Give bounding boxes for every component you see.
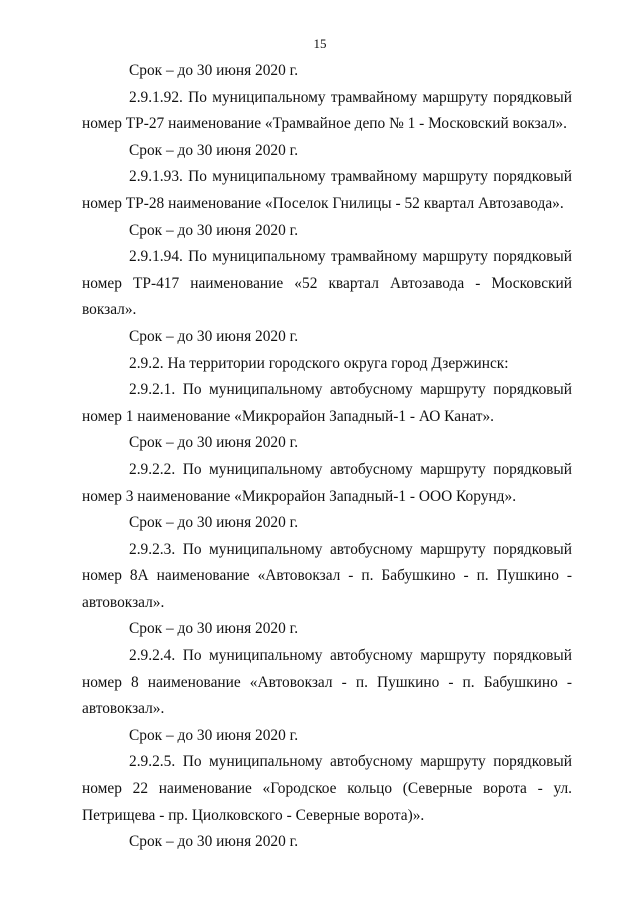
deadline-paragraph: Срок – до 30 июня 2020 г. — [129, 620, 299, 638]
document-body — [82, 58, 572, 856]
route-paragraph-2-9-1-93: 2.9.1.93. По муниципальному трамвайному маршруту порядковый номер ТР-28 наименование «Поселок Гнилицы - 52 квартал Автозавода». — [82, 168, 572, 212]
deadline-paragraph: Срок – до 30 июня 2020 г. — [129, 141, 299, 159]
route-paragraph-2-9-2-2: 2.9.2.2. По муниципальному автобусному маршруту порядковый номер 3 наименование «Микрорайон Западный-1 - ООО Корунд». — [82, 460, 572, 505]
deadline-paragraph: Срок – до 30 июня 2020 г. — [129, 327, 299, 345]
route-paragraph-2-9-2-4: 2.9.2.4. По муниципальному автобусному маршруту порядковый номер 8 наименование «Автовокзал - п. Пушкино - п. Бабушкино - автовокзал». — [82, 647, 572, 718]
page-number: 15 — [313, 36, 327, 51]
route-paragraph-2-9-2-3: 2.9.2.3. По муниципальному автобусному маршруту порядковый номер 8А наименование «Автовокзал - п. Бабушкино - п. Пушкино - автовокзал». — [82, 540, 572, 611]
route-paragraph-2-9-1-92: 2.9.1.92. По муниципальному трамвайному маршруту порядковый номер ТР-27 наименование «Трамвайное депо № 1 - Московский вокзал». — [82, 88, 572, 133]
deadline-paragraph: Срок – до 30 июня 2020 г. — [129, 833, 299, 851]
section-heading-2-9-2: 2.9.2. На территории городского округа город Дзержинск: — [129, 354, 509, 372]
deadline-paragraph: Срок – до 30 июня 2020 г. — [129, 221, 299, 239]
deadline-paragraph: Срок – до 30 июня 2020 г. — [129, 434, 299, 452]
deadline-paragraph: Срок – до 30 июня 2020 г. — [129, 726, 299, 744]
route-paragraph-2-9-1-94: 2.9.1.94. По муниципальному трамвайному маршруту порядковый номер ТР-417 наименование «52 квартал Автозавода - Московский вокзал». — [82, 248, 572, 319]
route-paragraph-2-9-2-5: 2.9.2.5. По муниципальному автобусному маршруту порядковый номер 22 наименование «Городское кольцо (Северные ворота - ул. Петрищева - пр. Циолковского - Северные ворота)». — [82, 753, 572, 824]
deadline-paragraph: Срок – до 30 июня 2020 г. — [129, 514, 299, 532]
route-paragraph-2-9-2-1: 2.9.2.1. По муниципальному автобусному маршруту порядковый номер 1 наименование «Микрорайон Западный-1 - АО Канат». — [82, 381, 572, 425]
deadline-paragraph: Срок – до 30 июня 2020 г. — [129, 62, 299, 79]
